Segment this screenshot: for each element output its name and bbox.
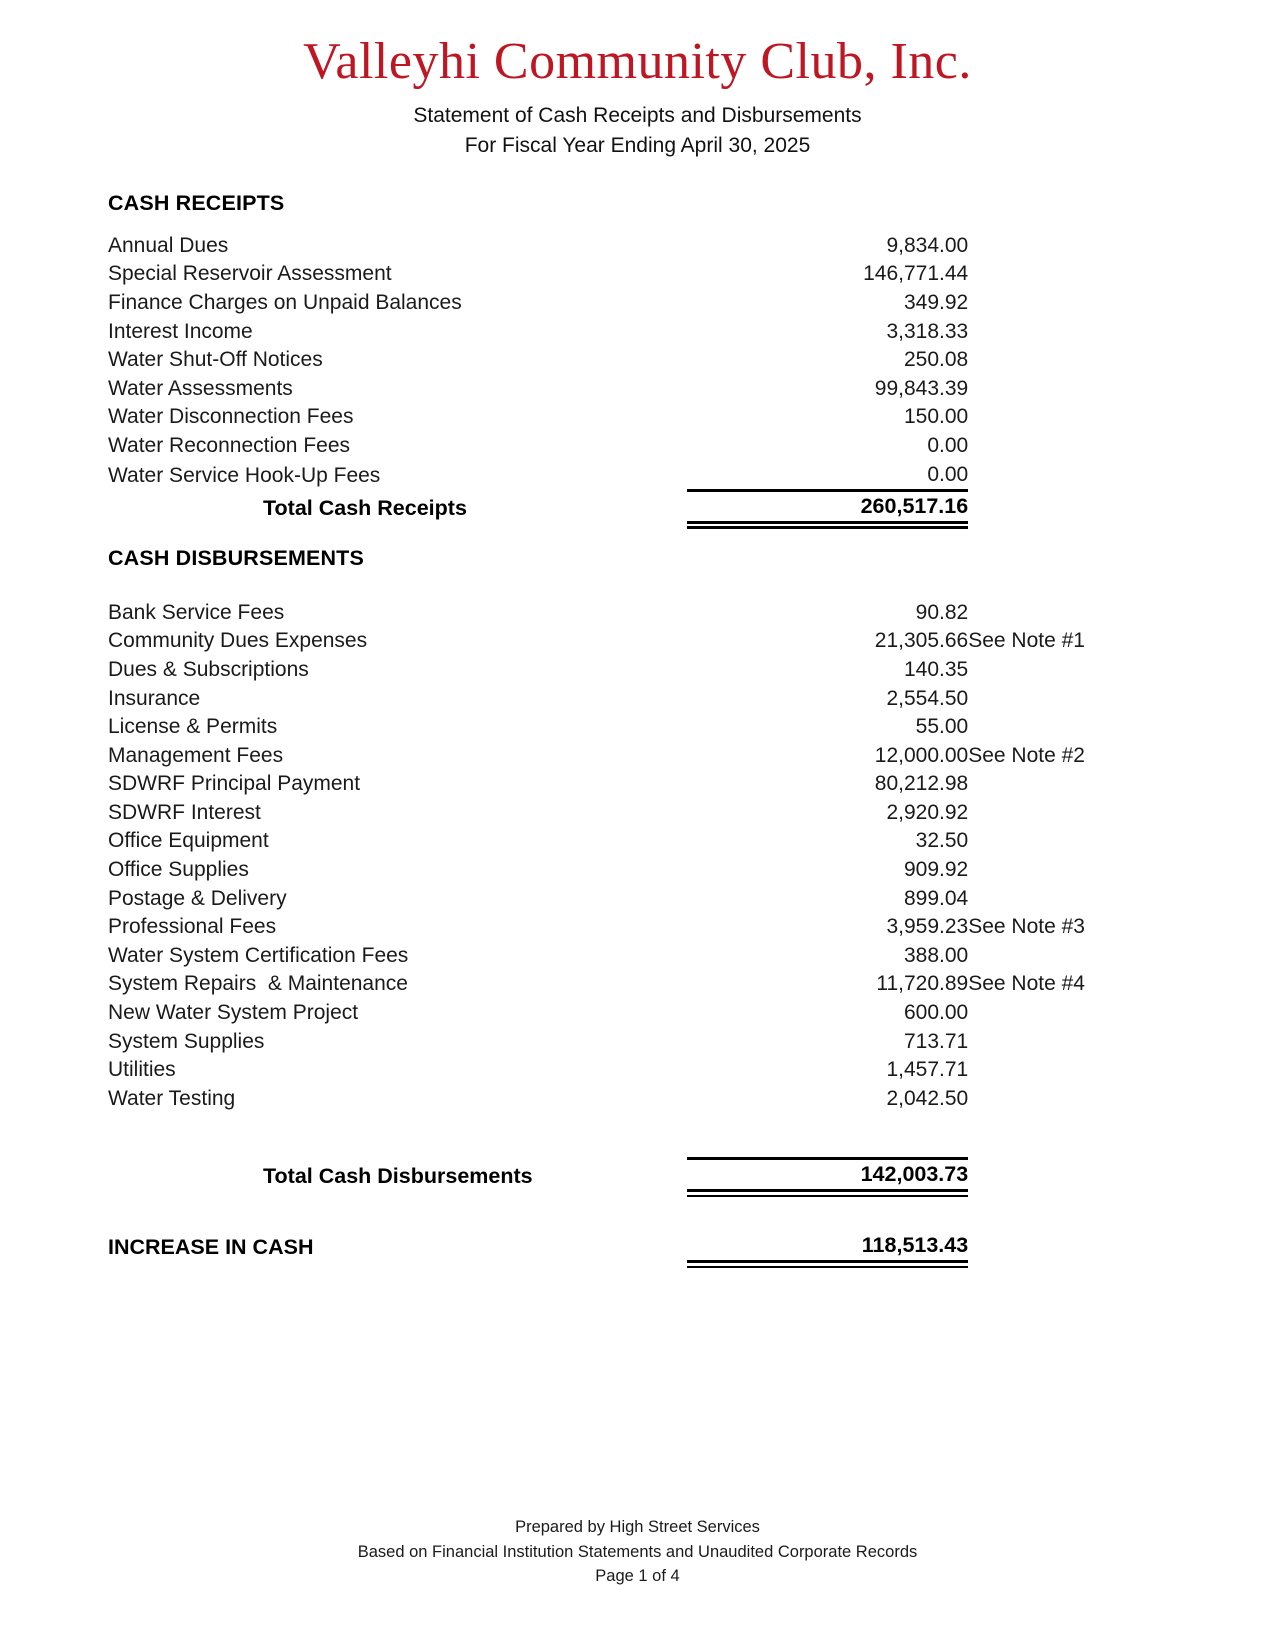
line-item-label: Postage & Delivery	[108, 886, 287, 910]
line-item-label: SDWRF Principal Payment	[108, 772, 361, 796]
line-item-amount: 600.00	[903, 1001, 969, 1025]
line-item-label: SDWRF Interest	[108, 800, 261, 824]
line-item-note-empty	[968, 656, 1175, 685]
line-item-note-reference: See Note #3	[968, 915, 1085, 939]
line-item-label: Office Equipment	[108, 829, 269, 853]
line-item-row	[108, 375, 1175, 404]
total-label: Total Cash Disbursements	[263, 1163, 533, 1188]
total-row	[108, 491, 1175, 523]
line-item-note-empty	[968, 1028, 1175, 1057]
line-item-label: Dues & Subscriptions	[108, 657, 309, 681]
line-item-label: Interest Income	[108, 319, 253, 343]
line-item-amount: 140.35	[903, 657, 969, 681]
line-item-row	[108, 827, 1175, 856]
line-item-row	[108, 432, 1175, 461]
line-item-amount: 150.00	[903, 405, 969, 429]
line-item-amount: 90.82	[915, 600, 969, 624]
line-item-row	[108, 599, 1175, 628]
line-item-label: Special Reservoir Assessment	[108, 262, 392, 286]
line-item-amount: 12,000.00	[874, 743, 969, 767]
line-item-note-empty	[968, 885, 1175, 914]
line-item-note-empty	[968, 685, 1175, 714]
line-item-note-empty	[968, 770, 1175, 799]
line-item-note-empty	[968, 260, 1175, 289]
line-item-label: Water Reconnection Fees	[108, 433, 351, 457]
line-item-note-empty	[968, 713, 1175, 742]
statement-period: For Fiscal Year Ending April 30, 2025	[464, 133, 811, 157]
line-item-note-empty	[968, 1085, 1175, 1114]
line-item-label: Water Testing	[108, 1086, 236, 1110]
line-item-label: Utilities	[108, 1058, 176, 1082]
line-item-row	[108, 289, 1175, 318]
line-item-label: Management Fees	[108, 743, 284, 767]
footer-basis: Based on Financial Institution Statements and Unaudited Corporate Records	[357, 1542, 918, 1561]
section-heading-cash-receipts: CASH RECEIPTS	[108, 190, 285, 215]
line-item-row	[108, 942, 1175, 971]
line-item-note-reference: See Note #2	[968, 743, 1085, 767]
line-item-row	[108, 799, 1175, 828]
line-item-amount: 349.92	[903, 290, 969, 314]
cash-receipts-table	[108, 232, 1175, 524]
line-item-note-empty	[968, 346, 1175, 375]
line-item-amount: 3,318.33	[886, 319, 969, 343]
line-item-row	[108, 713, 1175, 742]
line-item-note-empty	[968, 599, 1175, 628]
line-item-row	[108, 770, 1175, 799]
line-item-label: Finance Charges on Unpaid Balances	[108, 290, 462, 314]
disbursements-total-gap	[108, 1113, 1175, 1159]
line-item-label: Water Disconnection Fees	[108, 405, 354, 429]
line-item-amount: 0.00	[927, 462, 969, 486]
line-item-row	[108, 742, 1175, 771]
line-item-row	[108, 913, 1175, 942]
line-item-row	[108, 970, 1175, 999]
line-item-row	[108, 318, 1175, 347]
line-item-label: Office Supplies	[108, 858, 249, 882]
total-row	[108, 1159, 1175, 1191]
line-item-label: Professional Fees	[108, 915, 277, 939]
line-item-note-empty	[968, 942, 1175, 971]
total-note-spacer	[968, 1159, 1175, 1191]
line-item-amount: 0.00	[927, 433, 969, 457]
line-item-label: System Repairs & Maintenance	[108, 972, 408, 996]
line-item-note-empty	[968, 799, 1175, 828]
net-change-label: INCREASE IN CASH	[108, 1234, 314, 1259]
line-item-amount: 1,457.71	[886, 1058, 969, 1082]
line-item-row	[108, 1056, 1175, 1085]
line-item-row	[108, 1028, 1175, 1057]
statement-body	[0, 191, 1275, 1263]
line-item-amount: 32.50	[915, 829, 969, 853]
line-item-note-empty	[968, 403, 1175, 432]
line-item-amount: 99,843.39	[874, 376, 969, 400]
line-item-row	[108, 403, 1175, 432]
line-item-label: Insurance	[108, 686, 201, 710]
net-change-row	[108, 1230, 1175, 1262]
line-item-amount: 909.92	[903, 858, 969, 882]
line-item-amount: 388.00	[903, 943, 969, 967]
line-item-label: Annual Dues	[108, 233, 229, 257]
line-item-row	[108, 232, 1175, 261]
line-item-note-empty	[968, 827, 1175, 856]
line-item-note-empty	[968, 289, 1175, 318]
company-name: Valleyhi Community Club, Inc.	[303, 33, 972, 90]
line-item-note-empty	[968, 432, 1175, 461]
line-item-row	[108, 856, 1175, 885]
footer-page-number: Page 1 of 4	[595, 1566, 680, 1585]
line-item-amount: 11,720.89	[876, 972, 969, 996]
section-heading-cash-disbursements: CASH DISBURSEMENTS	[108, 545, 364, 570]
line-item-label: Water System Certification Fees	[108, 943, 409, 967]
line-item-amount: 899.04	[903, 886, 969, 910]
line-item-row	[108, 885, 1175, 914]
line-item-amount: 713.71	[903, 1029, 969, 1053]
statement-title: Statement of Cash Receipts and Disbursements	[413, 104, 862, 128]
line-item-note-empty	[968, 375, 1175, 404]
line-item-note-empty	[968, 1056, 1175, 1085]
line-item-label: Water Shut-Off Notices	[108, 348, 323, 372]
line-item-label: Water Service Hook-Up Fees	[108, 464, 381, 488]
line-item-note-empty	[968, 999, 1175, 1028]
line-item-amount: 2,554.50	[886, 686, 969, 710]
line-item-label: Water Assessments	[108, 376, 293, 400]
line-item-amount: 3,959.23	[886, 915, 969, 939]
line-item-amount: 2,920.92	[886, 800, 969, 824]
line-item-label: New Water System Project	[108, 1001, 359, 1025]
net-change-note-spacer	[968, 1230, 1175, 1262]
line-item-row	[108, 656, 1175, 685]
line-item-row	[108, 1085, 1175, 1114]
line-item-amount: 2,042.50	[886, 1086, 969, 1110]
cash-disbursements-table	[108, 599, 1175, 1192]
line-item-row	[108, 260, 1175, 289]
line-item-row	[108, 346, 1175, 375]
total-note-spacer	[968, 491, 1175, 523]
line-item-label: Community Dues Expenses	[108, 629, 368, 653]
total-amount: 260,517.16	[687, 491, 968, 523]
line-item-note-empty	[968, 232, 1175, 261]
line-item-note-empty	[968, 461, 1175, 491]
line-item-amount: 55.00	[915, 715, 969, 739]
line-item-amount: 9,834.00	[886, 233, 969, 257]
line-item-amount: 250.08	[903, 348, 969, 372]
line-item-note-reference: See Note #1	[968, 629, 1085, 653]
total-label: Total Cash Receipts	[263, 495, 467, 520]
line-item-amount: 80,212.98	[874, 772, 969, 796]
line-item-row	[108, 627, 1175, 656]
line-item-label: Bank Service Fees	[108, 600, 285, 624]
net-change-block	[108, 1230, 1175, 1263]
line-item-row	[108, 461, 1175, 491]
document-header	[0, 0, 1275, 161]
net-change-table	[108, 1230, 1175, 1263]
line-item-row	[108, 685, 1175, 714]
line-item-amount: 146,771.44	[863, 262, 969, 286]
line-item-label: License & Permits	[108, 715, 278, 739]
line-item-note-empty	[968, 856, 1175, 885]
total-amount: 142,003.73	[687, 1159, 968, 1191]
line-item-note-empty	[968, 318, 1175, 347]
line-item-label: System Supplies	[108, 1029, 265, 1053]
net-change-amount: 118,513.43	[687, 1230, 968, 1262]
document-footer	[0, 1515, 1275, 1588]
line-item-amount: 21,305.66	[874, 629, 969, 653]
line-item-row	[108, 999, 1175, 1028]
line-item-note-reference: See Note #4	[968, 972, 1085, 996]
footer-prepared-by: Prepared by High Street Services	[515, 1518, 760, 1537]
